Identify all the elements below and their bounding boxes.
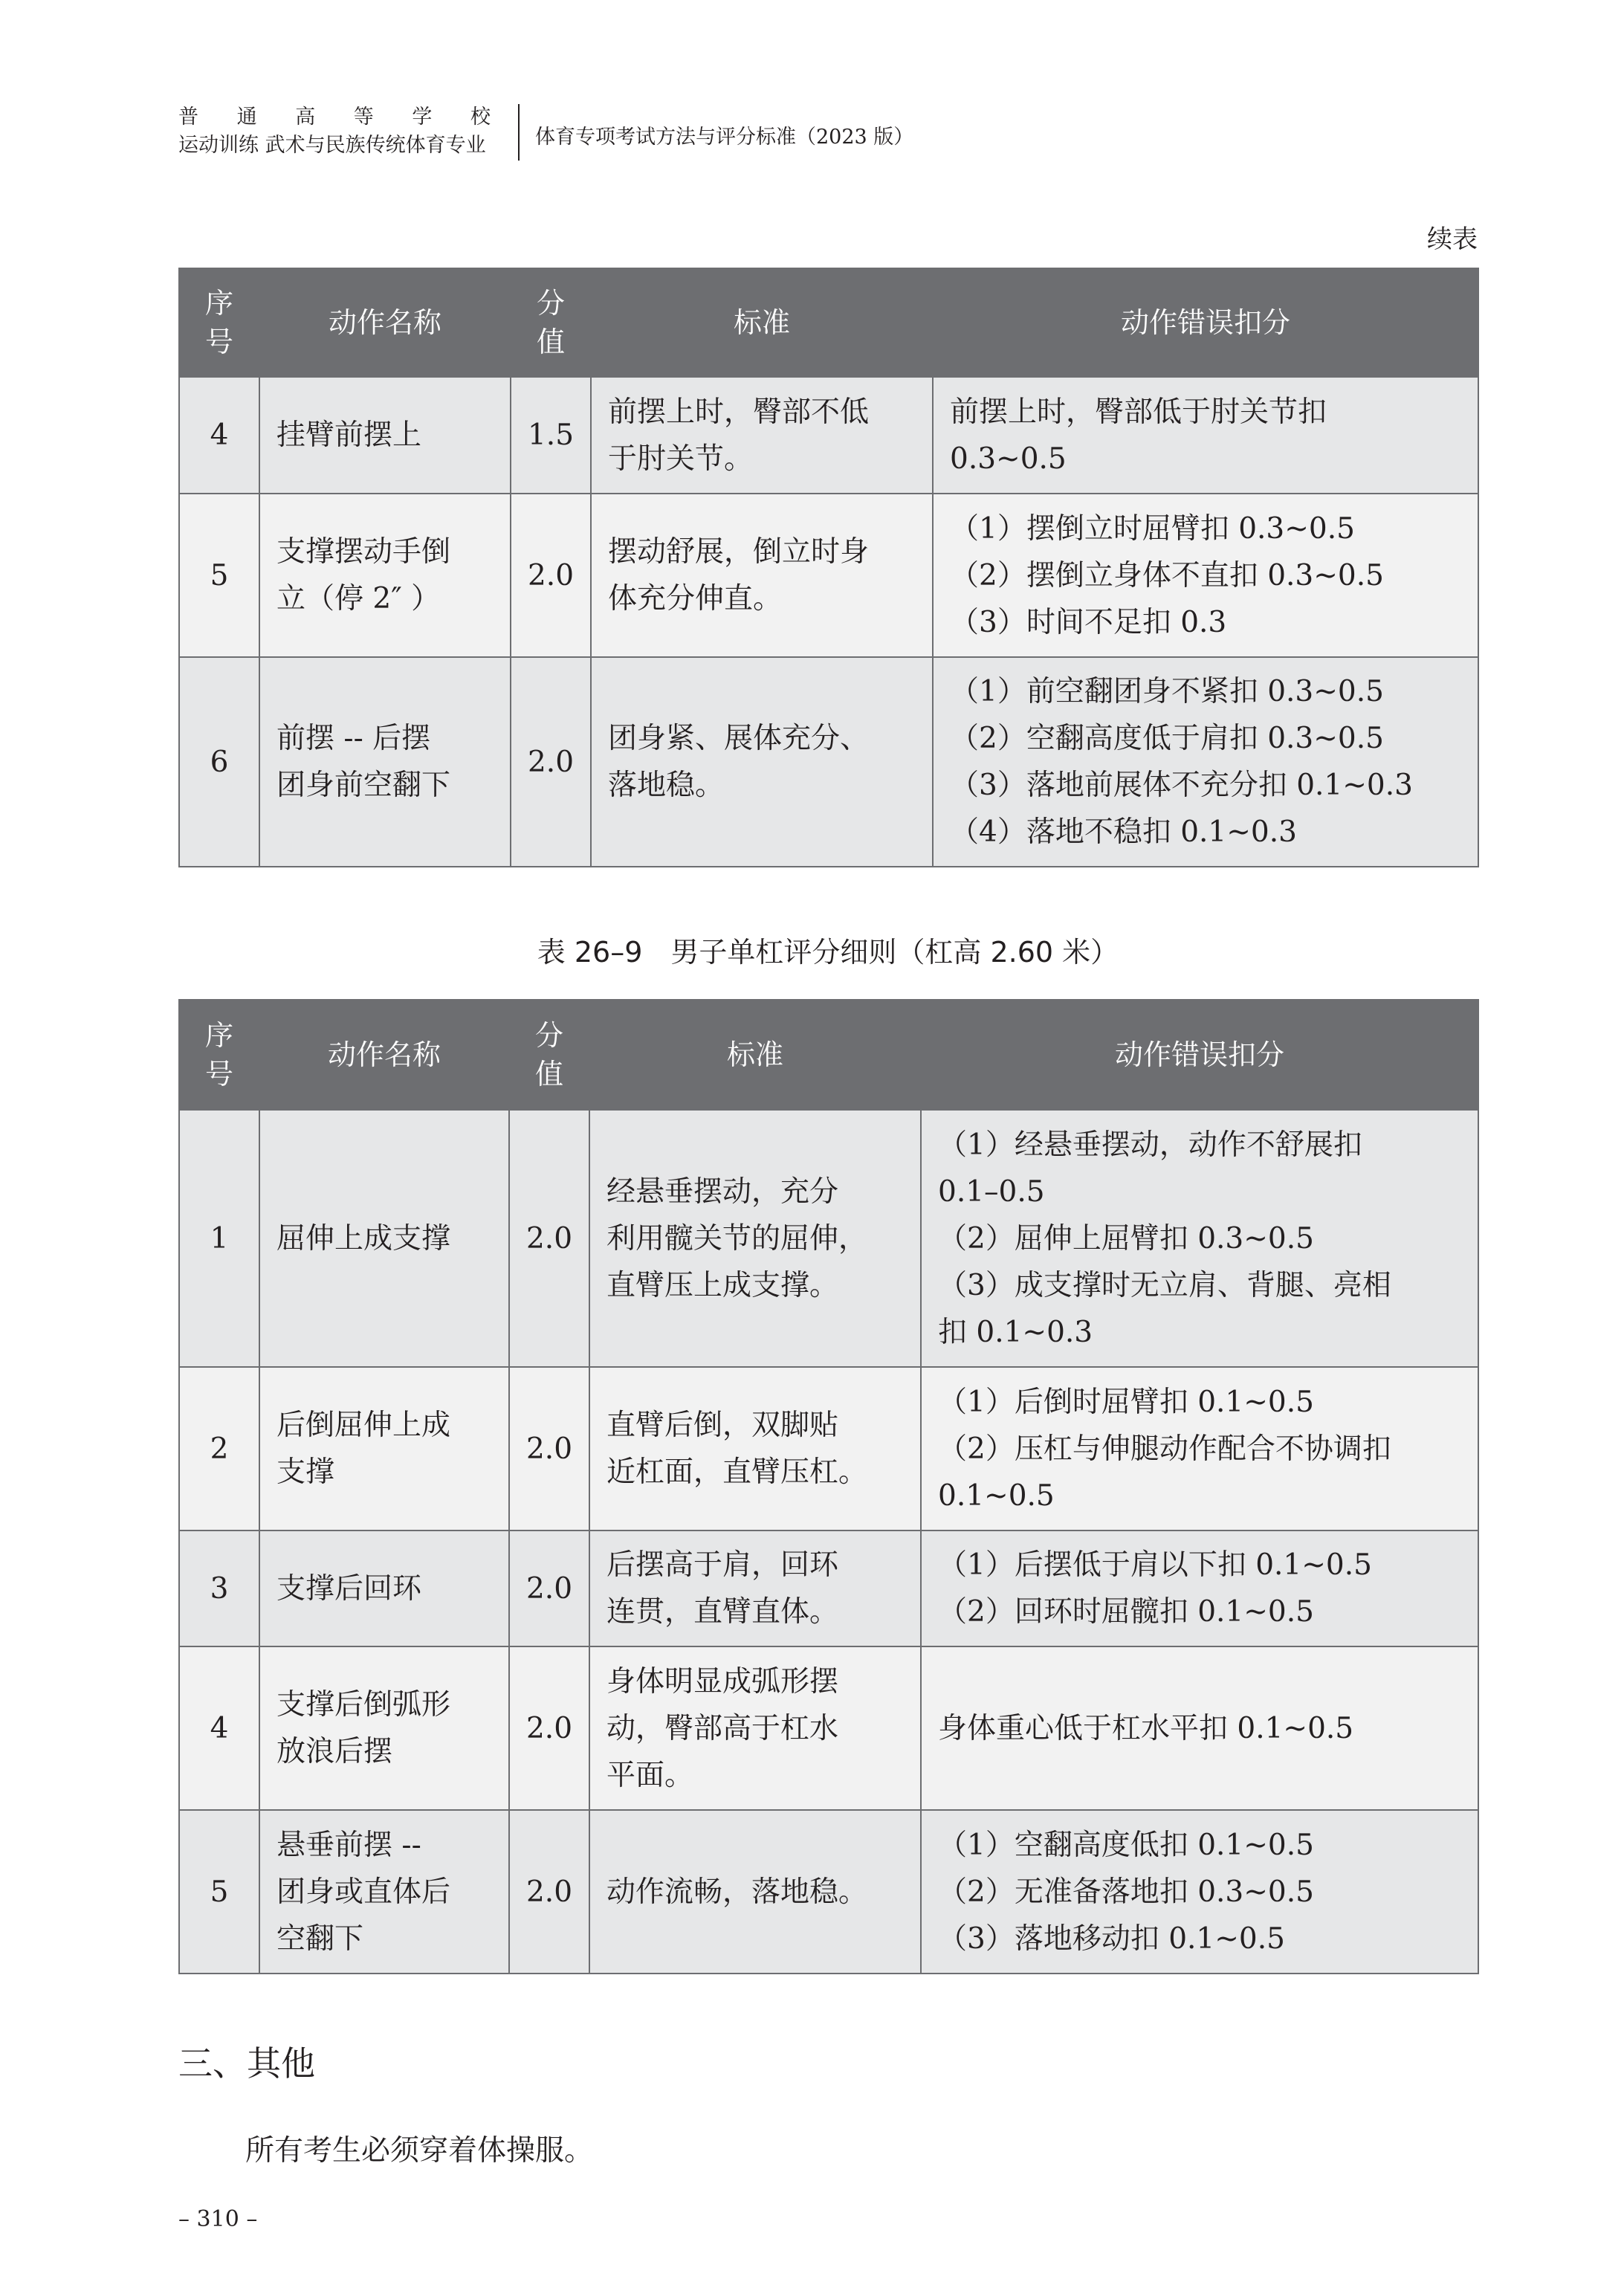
scoring-table-horizontal-bar bbox=[178, 999, 1479, 1974]
cell-deduction: （1）前空翻团身不紧扣 0.3~0.5 （2）空翻高度低于肩扣 0.3~0.5 （3）落地前展体不充分扣 0.1~0.3 （4）落地不稳扣 0.1~0.3 bbox=[933, 657, 1478, 867]
cell-deduction: 身体重心低于杠水平扣 0.1~0.5 bbox=[921, 1646, 1478, 1810]
cell-score: 2.0 bbox=[511, 657, 591, 867]
cell-score: 2.0 bbox=[509, 1810, 589, 1974]
cell-no: 2 bbox=[179, 1367, 259, 1531]
cell-deduction: （1）经悬垂摆动，动作不舒展扣 0.1–0.5 （2）屈伸上屈臂扣 0.3~0.5 （3）成支撑时无立肩、背腿、亮相 扣 0.1~0.3 bbox=[921, 1110, 1478, 1367]
cell-deduction: （1）后倒时屈臂扣 0.1~0.5 （2）压杠与伸腿动作配合不协调扣 0.1~0.5 bbox=[921, 1367, 1478, 1531]
body-paragraph: 所有考生必须穿着体操服。 bbox=[245, 2134, 594, 2168]
header-deduction: 动作错误扣分 bbox=[933, 268, 1478, 377]
header-no: 序 号 bbox=[179, 268, 259, 377]
cell-no: 4 bbox=[179, 1646, 259, 1810]
table-caption: 表 26–9 男子单杠评分细则（杠高 2.60 米） bbox=[537, 936, 1119, 969]
header-score: 分 值 bbox=[509, 1000, 589, 1110]
table-row bbox=[179, 494, 1478, 657]
cell-deduction: （1）摆倒立时屈臂扣 0.3~0.5 （2）摆倒立身体不直扣 0.3~0.5 （3）时间不足扣 0.3 bbox=[933, 494, 1478, 657]
school-name bbox=[178, 104, 491, 131]
cell-standard: 动作流畅，落地稳。 bbox=[589, 1810, 921, 1974]
table-header-row bbox=[179, 268, 1478, 377]
table-row bbox=[179, 377, 1478, 494]
cell-no: 4 bbox=[179, 377, 259, 494]
cell-standard: 经悬垂摆动，充分 利用髋关节的屈伸， 直臂压上成支撑。 bbox=[589, 1110, 921, 1367]
cell-deduction: （1）后摆低于肩以下扣 0.1~0.5 （2）回环时屈髋扣 0.1~0.5 bbox=[921, 1531, 1478, 1646]
header-divider bbox=[518, 104, 520, 161]
table-row bbox=[179, 1646, 1478, 1810]
cell-name: 后倒屈伸上成 支撑 bbox=[259, 1367, 509, 1531]
cell-name: 支撑后倒弧形 放浪后摆 bbox=[259, 1646, 509, 1810]
cell-name: 挂臂前摆上 bbox=[259, 377, 511, 494]
cell-name: 支撑后回环 bbox=[259, 1531, 509, 1646]
cell-standard: 团身紧、展体充分、 落地稳。 bbox=[591, 657, 933, 867]
table-row bbox=[179, 1531, 1478, 1646]
cell-standard: 直臂后倒，双脚贴 近杠面，直臂压杠。 bbox=[589, 1367, 921, 1531]
cell-name: 支撑摆动手倒 立（停 2″ ） bbox=[259, 494, 511, 657]
header-score: 分 值 bbox=[511, 268, 591, 377]
table-row bbox=[179, 1367, 1478, 1531]
cell-no: 1 bbox=[179, 1110, 259, 1367]
cell-score: 2.0 bbox=[509, 1531, 589, 1646]
cell-standard: 后摆高于肩，回环 连贯，直臂直体。 bbox=[589, 1531, 921, 1646]
cell-name: 屈伸上成支撑 bbox=[259, 1110, 509, 1367]
table-header-row bbox=[179, 1000, 1478, 1110]
cell-score: 2.0 bbox=[509, 1110, 589, 1367]
school-char: 学 bbox=[412, 106, 433, 129]
cell-no: 3 bbox=[179, 1531, 259, 1646]
cell-standard: 摆动舒展，倒立时身 体充分伸直。 bbox=[591, 494, 933, 657]
table-row bbox=[179, 1810, 1478, 1974]
cell-name: 前摆 -- 后摆 团身前空翻下 bbox=[259, 657, 511, 867]
header-name: 动作名称 bbox=[259, 268, 511, 377]
header-left bbox=[178, 104, 513, 161]
header-name: 动作名称 bbox=[259, 1000, 509, 1110]
table-row bbox=[179, 657, 1478, 867]
school-char: 高 bbox=[295, 106, 316, 129]
cell-score: 2.0 bbox=[509, 1646, 589, 1810]
school-char: 校 bbox=[470, 106, 491, 129]
cell-deduction: 前摆上时，臀部低于肘关节扣 0.3~0.5 bbox=[933, 377, 1478, 494]
cell-deduction: （1）空翻高度低扣 0.1~0.5 （2）无准备落地扣 0.3~0.5 （3）落地移动扣 0.1~0.5 bbox=[921, 1810, 1478, 1974]
page-number: – 310 – bbox=[178, 2206, 258, 2232]
header-no: 序 号 bbox=[179, 1000, 259, 1110]
school-char: 等 bbox=[353, 106, 374, 129]
cell-name: 悬垂前摆 -- 团身或直体后 空翻下 bbox=[259, 1810, 509, 1974]
school-char: 普 bbox=[178, 106, 198, 129]
table-row bbox=[179, 1110, 1478, 1367]
cell-score: 2.0 bbox=[509, 1367, 589, 1531]
header-standard: 标准 bbox=[589, 1000, 921, 1110]
cell-no: 5 bbox=[179, 494, 259, 657]
header-standard: 标准 bbox=[591, 268, 933, 377]
section-title: 三、其他 bbox=[178, 2043, 315, 2084]
book-title: 体育专项考试方法与评分标准（2023 版） bbox=[535, 126, 914, 149]
scoring-table-continued bbox=[178, 268, 1479, 867]
cell-no: 6 bbox=[179, 657, 259, 867]
school-char: 通 bbox=[236, 106, 257, 129]
cell-score: 1.5 bbox=[511, 377, 591, 494]
continued-label: 续表 bbox=[1427, 224, 1478, 254]
cell-no: 5 bbox=[179, 1810, 259, 1974]
cell-standard: 身体明显成弧形摆 动，臀部高于杠水 平面。 bbox=[589, 1646, 921, 1810]
cell-score: 2.0 bbox=[511, 494, 591, 657]
header-deduction: 动作错误扣分 bbox=[921, 1000, 1478, 1110]
cell-standard: 前摆上时，臀部不低 于肘关节。 bbox=[591, 377, 933, 494]
major-name: 运动训练 武术与民族传统体育专业 bbox=[178, 134, 486, 157]
